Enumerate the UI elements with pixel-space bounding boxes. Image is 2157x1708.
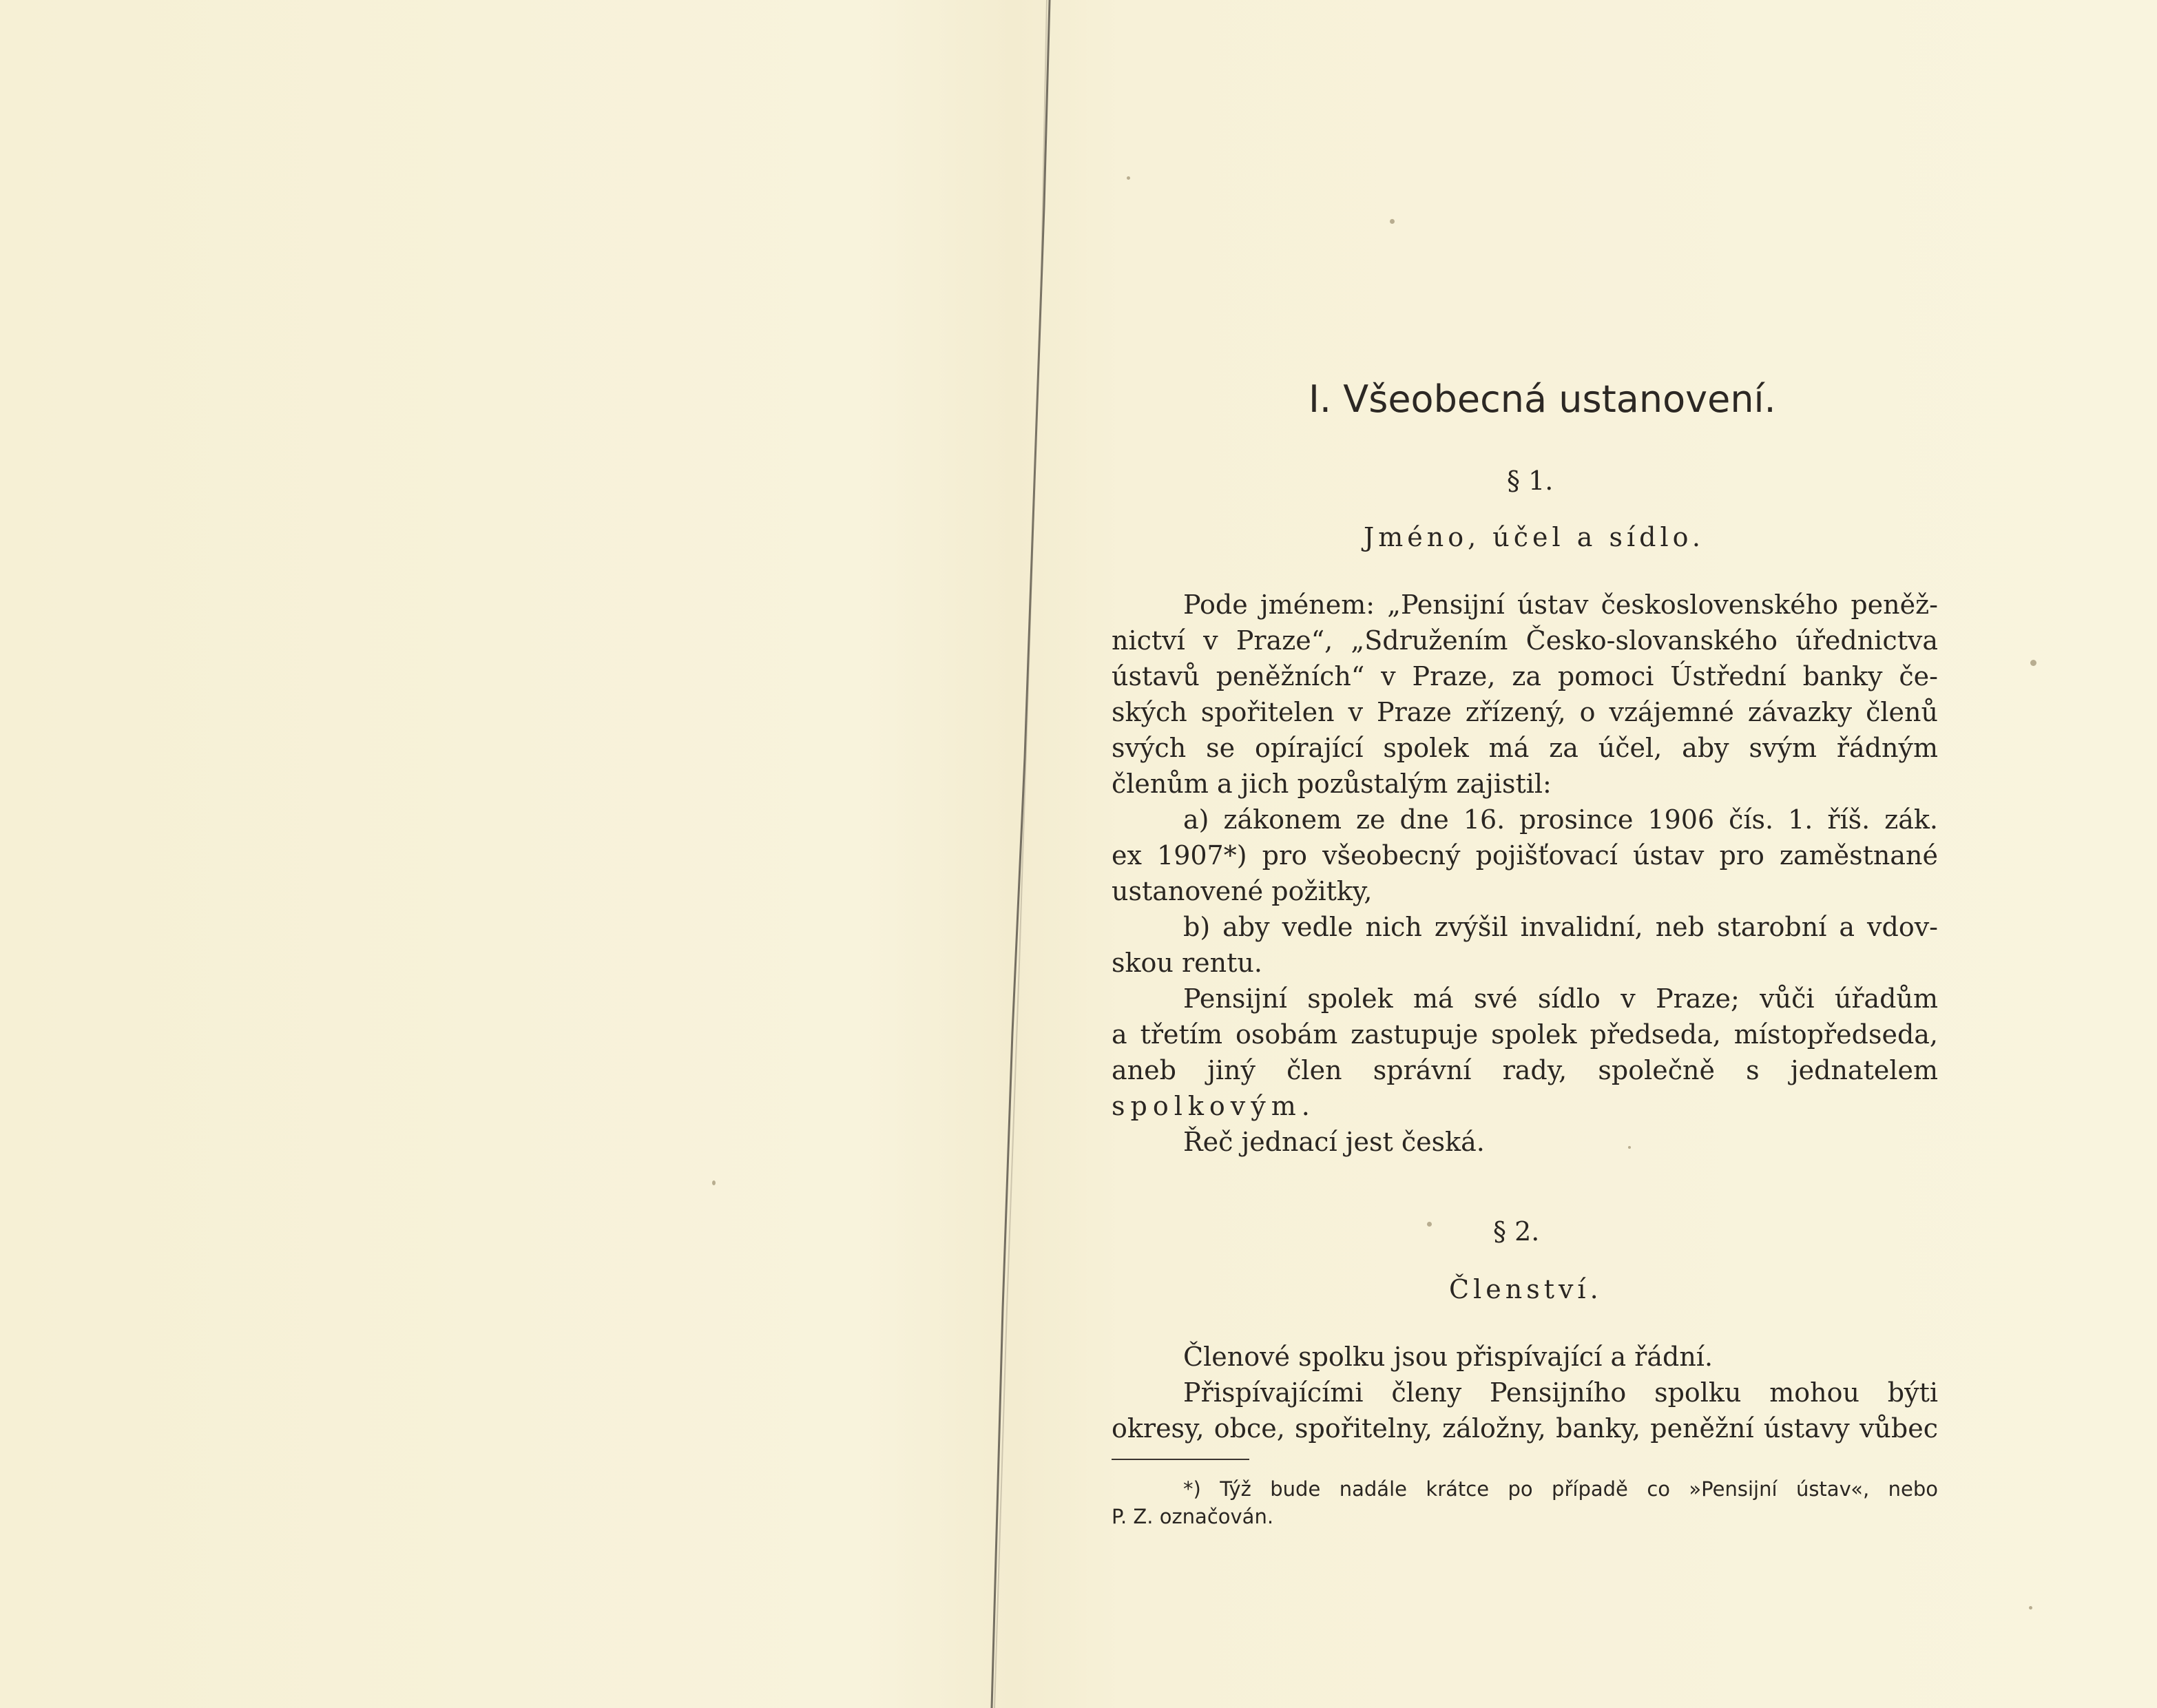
paragraph-line: ských spořitelen v Praze zřízený, o vzájemné závazky členů — [1112, 697, 1938, 727]
gutter-fold-line — [944, 0, 1054, 1708]
paper-speck — [2030, 660, 2036, 666]
section-2-heading: Členství. — [1449, 1274, 1603, 1304]
section-1-mark: § 1. — [1507, 466, 1554, 496]
paragraph-line: spolkovým. — [1112, 1091, 1315, 1121]
section-1-heading: Jméno, účel a sídlo. — [1364, 522, 1705, 552]
paper-speck — [1390, 219, 1395, 224]
paragraph-line: a třetím osobám zastupuje spolek předseda, místopředseda, — [1112, 1019, 1938, 1050]
blank-left-page — [0, 0, 1033, 1708]
paragraph-line: b) aby vedle nich zvýšil invalidní, neb starobní a vdov- — [1183, 912, 1938, 942]
footnote-line: P. Z. označován. — [1112, 1505, 1274, 1528]
chapter-title: I. Všeobecná ustanovení. — [1309, 377, 1776, 421]
footnote-rule — [1112, 1459, 1249, 1460]
paragraph-line: Pensijní spolek má své sídlo v Praze; vůči úřadům — [1183, 983, 1938, 1014]
paragraph-line: Pode jménem: „Pensijní ústav československého peněž- — [1183, 590, 1938, 620]
paragraph-line: ústavů peněžních“ v Praze, za pomoci Ústřední banky če- — [1112, 661, 1938, 691]
paragraph-line: Řeč jednací jest česká. — [1183, 1127, 1485, 1157]
paragraph-line: Členové spolku jsou přispívající a řádní. — [1183, 1342, 1713, 1372]
section-1-body — [1112, 587, 1938, 1160]
paragraph-line: nictví v Praze“, „Sdružením Česko-slovanského úřednictva — [1112, 625, 1938, 656]
paragraph-line: okresy, obce, spořitelny, záložny, banky, peněžní ústavy vůbec — [1112, 1413, 1938, 1444]
section-2-mark: § 2. — [1493, 1216, 1540, 1247]
footnote — [1112, 1475, 1938, 1530]
paragraph-line: Přispívajícími členy Pensijního spolku mohou býti — [1183, 1377, 1938, 1408]
section-2-body — [1112, 1339, 1938, 1446]
paragraph-line: a) zákonem ze dne 16. prosince 1906 čís. 1. říš. zák. — [1183, 804, 1938, 835]
paper-speck — [2029, 1606, 2032, 1610]
paragraph-line: členům a jich pozůstalým zajistil: — [1112, 769, 1552, 799]
paper-speck — [1427, 1222, 1432, 1227]
paper-speck — [1628, 1146, 1631, 1149]
footnote-line: *) Týž bude nadále krátce po případě co »Pensijní ústav«, nebo — [1183, 1477, 1938, 1501]
paragraph-line: ex 1907*) pro všeobecný pojišťovací ústav pro zaměstnané — [1112, 840, 1938, 871]
paragraph-line: ustanovené požitky, — [1112, 876, 1373, 906]
paper-speck — [1127, 176, 1130, 180]
paragraph-line: svých se opírající spolek má za účel, aby svým řádným — [1112, 733, 1938, 763]
paper-speck — [712, 1180, 716, 1185]
paragraph-line: aneb jiný člen správní rady, společně s jednatelem — [1112, 1055, 1938, 1085]
paragraph-line: skou rentu. — [1112, 948, 1262, 978]
